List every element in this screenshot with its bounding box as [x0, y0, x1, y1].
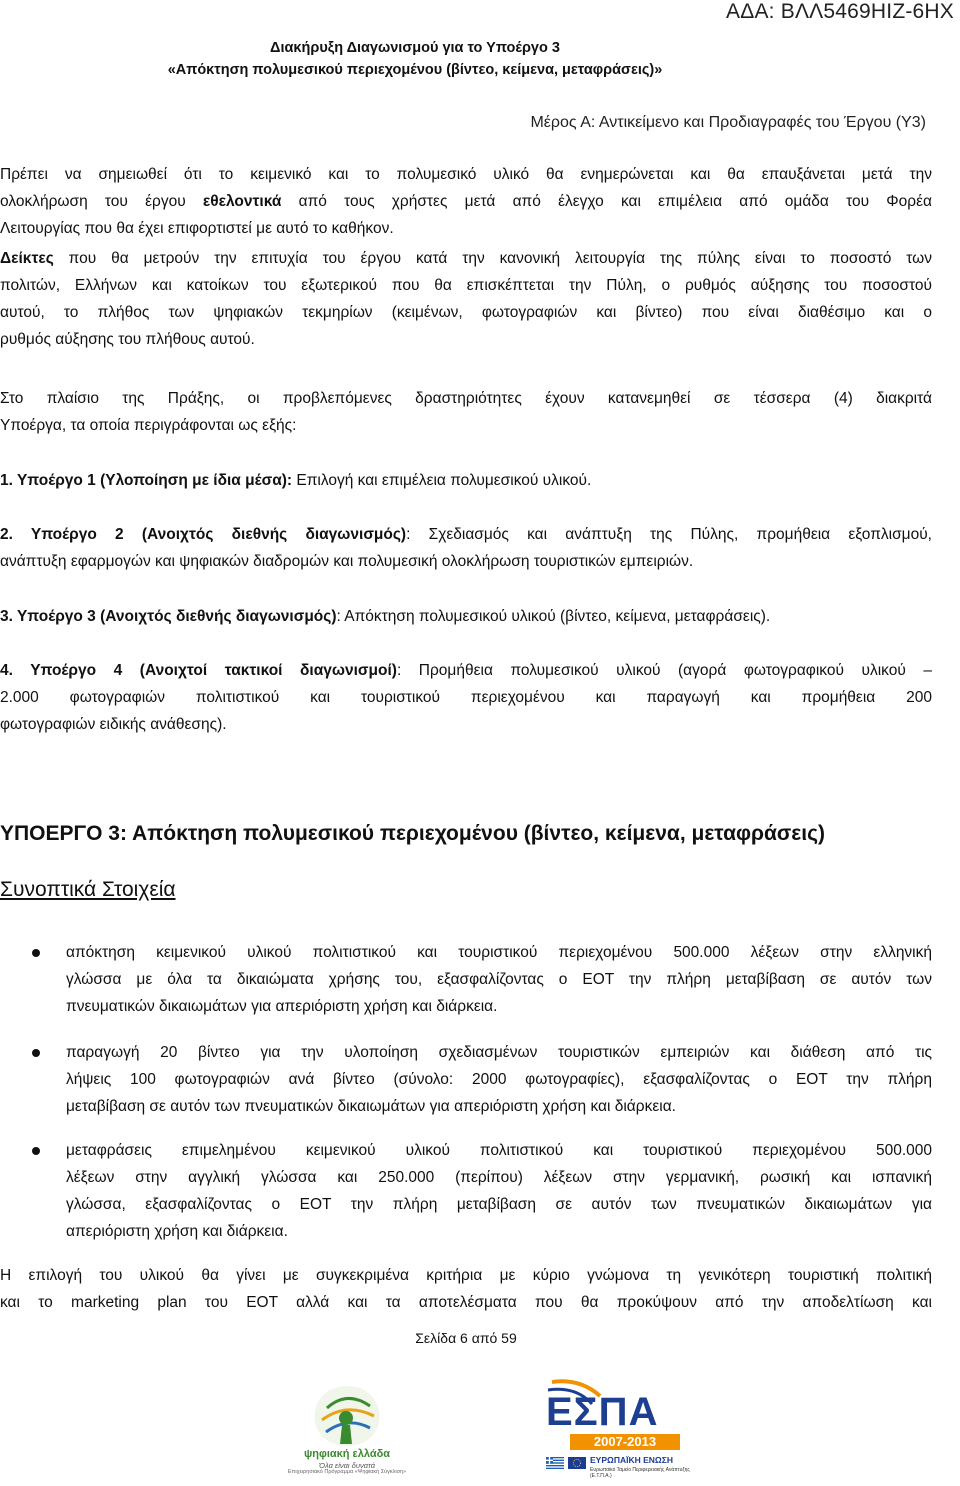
- subproject-line: φωτογραφιών ειδικής ανάθεσης).: [0, 716, 227, 733]
- bullet-line: γλώσσα με όλα τα δικαιώματα χρήσης του, εξασφαλίζοντας ο ΕΟΤ την πλήρη μεταβίβαση σε αυτόν των: [66, 971, 932, 988]
- bullet-line: λέξεων στην αγγλική γλώσσα και 250.000 (περίπου) λέξεων στην γερμανική, ρωσική και ισπανική: [66, 1169, 932, 1186]
- bullet-text: [66, 939, 932, 1020]
- header-section: Μέρος Α: Αντικείμενο και Προδιαγραφές του Έργου (Υ3): [530, 114, 926, 131]
- bullet-line: μεταβίβαση σε αυτόν των πνευματικών δικαιωμάτων για απεριόριστη χρήση και διάρκεια.: [66, 1098, 676, 1115]
- bullet-text: [66, 1039, 932, 1120]
- subproject-line: 2.000 φωτογραφιών πολιτιστικού και τουριστικού περιεχομένου και παραγωγή και προμήθεια 200: [0, 689, 932, 706]
- intro-line: Λειτουργίας που θα έχει επιφορτιστεί με αυτό το καθήκον.: [0, 220, 394, 237]
- subproject-line: [0, 467, 932, 494]
- subproject-text: : Προμήθεια πολυμεσικού υλικού (αγορά φωτογραφικού υλικού –: [396, 662, 932, 679]
- subproject-text: Επιλογή και επιμέλεια πολυμεσικού υλικού.: [292, 472, 592, 489]
- indicators-bold: Δείκτες: [0, 250, 54, 267]
- bullet-dot: [32, 1147, 40, 1155]
- context-paragraph: [0, 385, 932, 439]
- subproject-line: ανάπτυξη εφαρμογών και ψηφιακών διαδρομών και πολυμεσική ολοκλήρωση τουριστικών εμπειριών.: [0, 553, 694, 570]
- logo-left-tagline: [282, 1469, 412, 1475]
- section-heading: ΥΠΟΕΡΓΟ 3: Απόκτηση πολυμεσικού περιεχομένου (βίντεο, κείμενα, μεταφράσεις): [0, 822, 826, 845]
- subproject-3: [0, 603, 932, 630]
- indicators-text: που θα μετρούν την επιτυχία του έργου κατά την κανονική λειτουργία της πύλης είναι το ποσοστό των: [53, 250, 932, 267]
- subproject-1: [0, 467, 932, 494]
- eu-flag-icon: [568, 1456, 586, 1468]
- intro-text: ολοκλήρωση του έργου: [0, 193, 203, 210]
- logo-left-tagline: Όλα είναι δυνατά: [319, 1461, 375, 1470]
- context-line: Στο πλαίσιο της Πράξης, οι προβλεπόμενες δραστηριότητες έχουν κατανεμηθεί σε τέσσερα (4) διακριτά: [0, 390, 932, 407]
- closing-line: και το marketing plan του ΕΟΤ αλλά και τα αποτελέσματα που θα προκύψουν από την αποδελτίωση και: [0, 1294, 932, 1311]
- subproject-title: 2. Υποέργο 2 (Ανοιχτός διεθνής διαγωνισμός): [0, 526, 407, 543]
- bullet-line: απεριόριστη χρήση και διάρκεια.: [66, 1223, 288, 1240]
- header-title-line1: Διακήρυξη Διαγωνισμού για το Υποέργο 3: [270, 40, 560, 56]
- summary-subheading: Συνοπτικά Στοιχεία: [0, 878, 176, 901]
- intro-line: [0, 188, 932, 215]
- bullet-line: μεταφράσεις επιμελημένου κειμενικού υλικού πολιτιστικού και τουριστικού περιεχομένου 500.000: [66, 1142, 932, 1159]
- indicators-line: πολιτών, Ελλήνων και κατοίκων του εξωτερικού που θα επισκέπτεται την Πύλη, ο ρυθμός αύξησης του ποσοστού: [0, 277, 932, 294]
- intro-text: από τους χρήστες μετά από έλεγχο και επιμέλεια από ομάδα του Φορέα: [281, 193, 932, 210]
- intro-paragraph: [0, 161, 932, 242]
- espa-title: ΕΣΠΑ: [546, 1390, 659, 1434]
- eu-label: ΕΥΡΩΠΑΪΚΗ ΕΝΩΣΗ: [590, 1455, 673, 1465]
- bullet-dot: [32, 949, 40, 957]
- subproject-2: [0, 521, 932, 575]
- indicators-line: ρυθμός αύξησης του πλήθους αυτού.: [0, 331, 255, 348]
- intro-bold: εθελοντικά: [202, 193, 282, 210]
- subproject-4: [0, 657, 932, 738]
- eu-fund-label: Ευρωπαϊκό Ταμείο Περιφερειακής Ανάπτυξης (Ε.Τ.Π.Α.): [590, 1467, 690, 1479]
- context-line: Υποέργα, τα οποία περιγράφονται ως εξής:: [0, 417, 297, 434]
- bullet-line: γλώσσα, εξασφαλίζοντας ο ΕΟΤ την πλήρη μεταβίβαση σε αυτόν των πνευματικών δικαιωμάτων για: [66, 1196, 932, 1213]
- bullet-line: παραγωγή 20 βίντεο για την υλοποίηση σχεδιασμένων τουριστικών εμπειριών και διάθεση από τις: [66, 1044, 932, 1061]
- logo-left-tagline-part: «Ψηφιακή Σύγκλιση»: [354, 1469, 407, 1475]
- logo-left-tagline-part: Επιχειρησιακό Πρόγραμμα: [287, 1469, 354, 1475]
- closing-line: Η επιλογή του υλικού θα γίνει με συγκεκριμένα κριτήρια με κύριο γνώμονα τη γενικότερη τουριστική πολιτική: [0, 1267, 932, 1284]
- espa-years: 2007-2013: [570, 1434, 680, 1450]
- subproject-text: : Σχεδιασμός και ανάπτυξη της Πύλης, προμήθεια εξοπλισμού,: [406, 526, 932, 543]
- ada-code: ΑΔΑ: ΒΛΛ5469ΗΙΖ-6ΗΧ: [726, 0, 954, 23]
- page-number: Σελίδα 6 από 59: [415, 1330, 517, 1346]
- greek-flag-icon: [546, 1456, 564, 1468]
- logo-left-name: ψηφιακή ελλάδα: [303, 1448, 391, 1460]
- intro-line: Πρέπει να σημειωθεί ότι το κειμενικό και το πολυμεσικό υλικό θα ενημερώνεται και θα επαυξάνεται μετά την: [0, 166, 932, 183]
- subproject-line: [0, 603, 932, 630]
- indicators-paragraph: [0, 245, 932, 353]
- indicators-line: [0, 245, 932, 272]
- bullet-text: [66, 1137, 932, 1245]
- bullet-dot: [32, 1049, 40, 1057]
- closing-paragraph: [0, 1262, 932, 1316]
- subproject-title: 4. Υποέργο 4 (Ανοιχτοί τακτικοί διαγωνισμοί): [0, 662, 397, 679]
- espa-logo: [540, 1376, 700, 1482]
- indicators-line: αυτού, το πλήθος των ψηφιακών τεκμηρίων (κειμένων, φωτογραφιών και βίντεο) που είναι διαθέσιμο και ο: [0, 304, 932, 321]
- bullet-line: λήψεις 100 φωτογραφιών ανά βίντεο (σύνολο: 2000 φωτογραφίες), εξασφαλίζοντας ο ΕΟΤ την πλήρη: [66, 1071, 932, 1088]
- subproject-line: [0, 521, 932, 548]
- subproject-title: 3. Υποέργο 3 (Ανοιχτός διεθνής διαγωνισμός): [0, 608, 337, 625]
- bullet-line: απόκτηση κειμενικού υλικού πολιτιστικού και τουριστικού περιεχομένου 500.000 λέξεων στην ελληνική: [66, 944, 932, 961]
- header-title-line2: «Απόκτηση πολυμεσικού περιεχομένου (βίντεο, κείμενα, μεταφράσεις)»: [167, 62, 663, 78]
- bullet-line: πνευματικών δικαιωμάτων για απεριόριστη χρήση και διάρκεια.: [66, 998, 498, 1015]
- subproject-line: [0, 657, 932, 684]
- subproject-text: : Απόκτηση πολυμεσικού υλικού (βίντεο, κείμενα, μεταφράσεις).: [336, 608, 771, 625]
- subproject-title: 1. Υποέργο 1 (Υλοποίηση με ίδια μέσα):: [0, 472, 293, 489]
- digital-greece-logo: [282, 1378, 412, 1482]
